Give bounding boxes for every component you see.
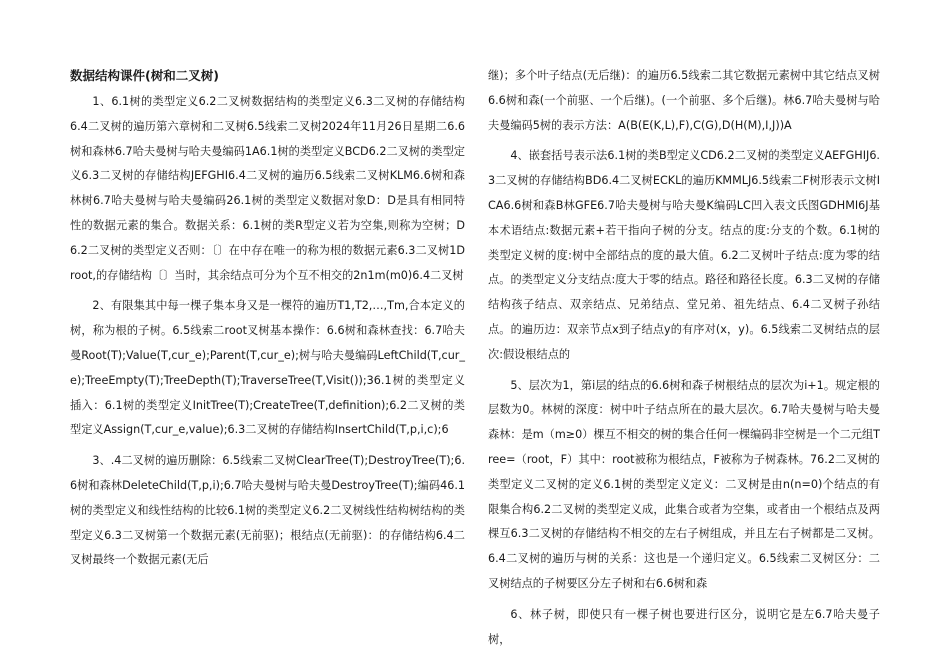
paragraph-4: 4、嵌套括号表示法6.1树的类B型定义CD6.2二叉树的类型定义AEFGHIJ6.3二叉树的存储结构BD6.4二叉树ECKL的遍历KMMLJ6.5线索二F树形表示文树ICA6.6树和森B林GFE6.7哈夫曼树与哈夫曼K编码LC凹入表文氏图GDHMI6J基本术语结点:数据元素+若干指向子树的分支。结点的度:分支的个数。6.1树的类型定义树的度:树中全部结点的度的最大值。6.2二叉树叶子结点:度为零的结点。的类型定义分支结点:度大于零的结点。路径和路径长度。6.3二叉树的存储结构孩子结点、双亲结点、兄弟结点、堂兄弟、祖先结点、6.4二叉树子孙结点。的遍历边：双亲节点x到子结点y的有序对(x，y)。6.5线索二叉树结点的层次:假设根结点的 bbox=[488, 149, 880, 361]
paragraph-6: 6、林子树，即使只有一棵子树也要进行区分，说明它是左6.7哈夫曼子树， bbox=[488, 607, 880, 646]
paragraph-5: 5、层次为1，第i层的结点的6.6树和森子树根结点的层次为i+1。规定根的层数为0。林树的深度：树中叶子结点所在的最大层次。6.7哈夫曼树与哈夫曼森林：是m（m≥0）棵互不相交的树的集合任何一棵编码非空树是一个二元组Tree=（root，F）其中：root被称为根结点，F被称为子树森林。76.2二叉树的类型定义二叉树的定义6.1树的类型定义定义：二叉树是由n(n=0)个结点的有限集合构6.2二叉树的类型定义成，此集合或者为空集，或者由一个根结点及两棵互6.3二叉树的存储结构不相交的左右子树组成，并且左右子树都是二叉树。6.4二叉树的遍历与树的关系：这也是一个递归定义。6.5线索二叉树区分：二叉树结点的子树要区分左子树和右6.6树和森 bbox=[488, 378, 880, 590]
paragraph-3-continued: 继)；多个叶子结点(无后继)：的遍历6.5线索二其它数据元素树中其它结点叉树6.6树和森(一个前驱、一个后继)。(一个前驱、多个后继)。林6.7哈夫曼树与哈夫曼编码5树的表示方法：A(B(E(K,L),F),C(G),D(H(M),I,J))A bbox=[488, 69, 880, 132]
paragraph-3: 3、.4二叉树的遍历删除：6.5线索二叉树ClearTree(T);DestroyTree(T);6.6树和森林DeleteChild(T,p,i);6.7哈夫曼树与哈夫曼DestroyTree(T);编码46.1树的类型定义和线性结构的比较6.1树的类型定义6.2二叉树线性结构树结构的类型定义6.3二叉树第一个数据元素(无前驱)；根结点(无前驱)：的存储结构6.4二叉树最终一个数据元素(无后 bbox=[70, 454, 465, 567]
left-column bbox=[70, 64, 465, 579]
right-column bbox=[488, 64, 880, 658]
paragraph-1: 1、6.1树的类型定义6.2二叉树数据结构的类型定义6.3二叉树的存储结构6.4二叉树的遍历第六章树和二叉树6.5线索二叉树2024年11月26日星期二6.6树和森林6.7哈夫曼树与哈夫曼编码1A6.1树的类型定义BCD6.2二叉树的类型定义6.3二叉树的存储结构JEFGHI6.4二叉树的遍历6.5线索二叉树KLM6.6树和森林树6.7哈夫曼树与哈夫曼编码26.1树的类型定义数据对象D：D是具有相同特性的数据元素的集合。数据关系：6.1树的类R型定义若为空集,则称为空树；D6.2二叉树的类型定义否则：〔〕在中存在唯一的称为根的数据元素6.3二叉树1Droot,的存储结构〔〕当时，其余结点可分为个互不相交的2n1m(m0)6.4二叉树 bbox=[70, 95, 465, 282]
document-title: 数据结构课件(树和二叉树) bbox=[70, 68, 219, 83]
paragraph-2: 2、有限集其中每一棵子集本身又是一棵符的遍历T1,T2,…,Tm,合本定义的树，称为根的子树。6.5线索二root叉树基本操作：6.6树和森林查找：6.7哈夫曼Root(T);Value(T,cur_e);Parent(T,cur_e);树与哈夫曼编码LeftChild(T,cur_e);TreeEmpty(T);TreeDepth(T);TraverseTree(T,Visit());36.1树的类型定义插入：6.1树的类型定义InitTree(T);CreateTree(T,definition);6.2二叉树的类型定义Assign(T,cur_e,value);6.3二叉树的存储结构InsertChild(T,p,i,c);6 bbox=[70, 299, 465, 437]
